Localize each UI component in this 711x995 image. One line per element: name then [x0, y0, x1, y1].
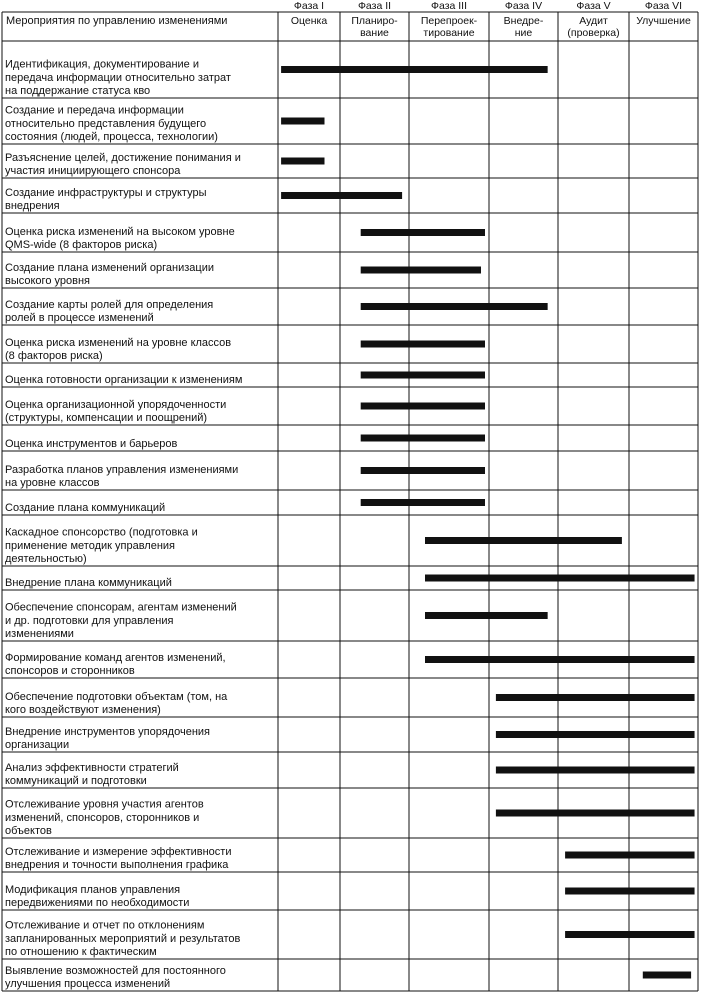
activity-label: коммуникаций и подготовки [5, 775, 147, 787]
activity-bar-22 [565, 852, 694, 859]
activity-label: Отслеживание и отчет по отклонениям [5, 919, 205, 932]
activity-label: Каскадное спонсорство (подготовка и [5, 526, 198, 539]
activity-label: применение методик управления [5, 539, 176, 552]
phase-2-name: Фаза II [357, 0, 392, 12]
activity-label: Внедрение плана коммуникаций [5, 577, 172, 589]
phase-4-label: Внедре- [503, 15, 544, 27]
phase-5-label: (проверка) [567, 27, 620, 39]
activity-label: (8 факторов риска) [5, 350, 103, 362]
activity-label: Оценка организационной упорядоченности [5, 398, 227, 411]
activity-label: Оценка риска изменений на высоком уровне [5, 225, 235, 238]
activity-bar-2 [281, 118, 324, 125]
activity-label: Создание и передача информации [5, 104, 184, 117]
activity-bar-18 [496, 694, 695, 701]
activity-label: Создание карты ролей для определения [5, 298, 214, 311]
activity-label: QMS-wide (8 факторов риска) [5, 239, 158, 251]
activity-label: на поддержание статуса кво [5, 85, 151, 97]
phase-1-label: Оценка [290, 15, 328, 27]
phase-2-label: Планиро- [351, 15, 398, 27]
phase-6-name: Фаза VI [644, 0, 683, 12]
activity-label: Оценка готовности организации к изменениям [5, 374, 243, 386]
activity-bar-15 [425, 575, 695, 582]
activity-bar-13 [361, 499, 485, 506]
activity-bar-17 [425, 656, 695, 663]
activity-bar-25 [643, 972, 691, 979]
activity-label: передача информации относительно затрат [5, 71, 231, 84]
activity-bar-19 [496, 731, 695, 738]
activity-label: ролей в процессе изменений [5, 312, 154, 324]
activity-label: кого воздействуют изменения) [5, 704, 161, 716]
activity-bar-6 [361, 267, 481, 274]
activity-label: Анализ эффективности стратегий [5, 761, 179, 774]
activity-label: состояния (людей, процесса, технологии) [5, 131, 218, 143]
activity-label: внедрения [5, 200, 60, 212]
activity-bar-23 [565, 888, 694, 895]
activity-label: изменений, спонсоров, сторонников и [5, 811, 200, 824]
activity-label: внедрения и точности выполнения графика [5, 859, 229, 871]
activity-bar-11 [361, 435, 485, 442]
activity-bar-21 [496, 810, 695, 817]
activity-label: Отслеживание уровня участия агентов [5, 798, 204, 811]
phase-3-name: Фаза III [430, 0, 468, 12]
table-body [5, 59, 695, 990]
activity-bar-5 [361, 229, 485, 236]
activity-label: передвижениями по необходимости [5, 897, 190, 909]
phase-6-label: Улучшение [636, 15, 691, 27]
phase-4-name: Фаза IV [504, 0, 543, 12]
activity-bar-4 [281, 192, 402, 199]
phase-3-label: тирование [423, 27, 475, 39]
activity-label: Отслеживание и измерение эффективности [5, 845, 232, 858]
activity-label: высокого уровня [5, 275, 90, 287]
activity-label: Выявление возможностей для постоянного [5, 964, 226, 977]
phase-3-label: Перепроек- [420, 15, 478, 27]
activity-label: запланированных мероприятий и результатов [5, 932, 241, 945]
activity-label: Создание плана коммуникаций [5, 502, 166, 514]
activity-label: Внедрение инструментов упорядочения [5, 725, 210, 738]
activity-bar-20 [496, 767, 695, 774]
activity-label: Идентификация, документирование и [5, 58, 199, 71]
phase-5-label: Аудит [579, 15, 608, 27]
activity-label: деятельностью) [5, 553, 87, 565]
activity-label: и др. подготовки для управления [5, 614, 174, 627]
activity-label: спонсоров и сторонников [5, 665, 135, 677]
activity-bar-16 [425, 612, 548, 619]
activity-label: Обеспечение спонсорам, агентам изменений [5, 601, 237, 614]
activity-bar-24 [565, 931, 694, 938]
activity-label: изменениями [5, 628, 74, 640]
activity-bar-14 [425, 537, 622, 544]
activity-label: Оценка риска изменений на уровне классов [5, 336, 232, 349]
activity-label: (структуры, компенсации и поощрений) [5, 412, 208, 424]
activity-label: участия инициирующего спонсора [5, 165, 181, 177]
phase-1-name: Фаза I [293, 0, 325, 12]
phase-5-name: Фаза V [576, 0, 611, 12]
activity-bar-10 [361, 403, 485, 410]
activity-label: объектов [5, 825, 52, 837]
activity-label: улучшения процесса изменений [5, 978, 171, 990]
activity-label: Разработка планов управления изменениями [5, 463, 239, 476]
activity-bar-8 [361, 341, 485, 348]
phase-2-label: вание [360, 27, 389, 39]
table-header [6, 0, 691, 39]
activity-bar-1 [281, 66, 548, 73]
activity-label: Обеспечение подготовки объектам (том, на [5, 690, 228, 703]
activity-label: Оценка инструментов и барьеров [5, 438, 178, 450]
activity-bar-9 [361, 372, 485, 379]
activity-column-header: Мероприятия по управлению изменениями [6, 15, 228, 27]
activity-bar-3 [281, 158, 324, 165]
activity-label: Формирование команд агентов изменений, [5, 651, 226, 664]
activity-label: Разъяснение целей, достижение понимания и [5, 151, 241, 164]
activity-label: организации [5, 739, 70, 751]
activity-label: по отношению к фактическим [5, 946, 157, 958]
activity-label: на уровне классов [5, 477, 100, 489]
activity-bar-12 [361, 467, 485, 474]
activity-bar-7 [361, 303, 548, 310]
activity-label: Создание инфраструктуры и структуры [5, 186, 207, 199]
activity-label: Модификация планов управления [5, 883, 181, 896]
activity-label: относительно представления будущего [5, 117, 207, 130]
phase-4-label: ние [514, 27, 533, 39]
activity-label: Создание плана изменений организации [5, 261, 214, 274]
